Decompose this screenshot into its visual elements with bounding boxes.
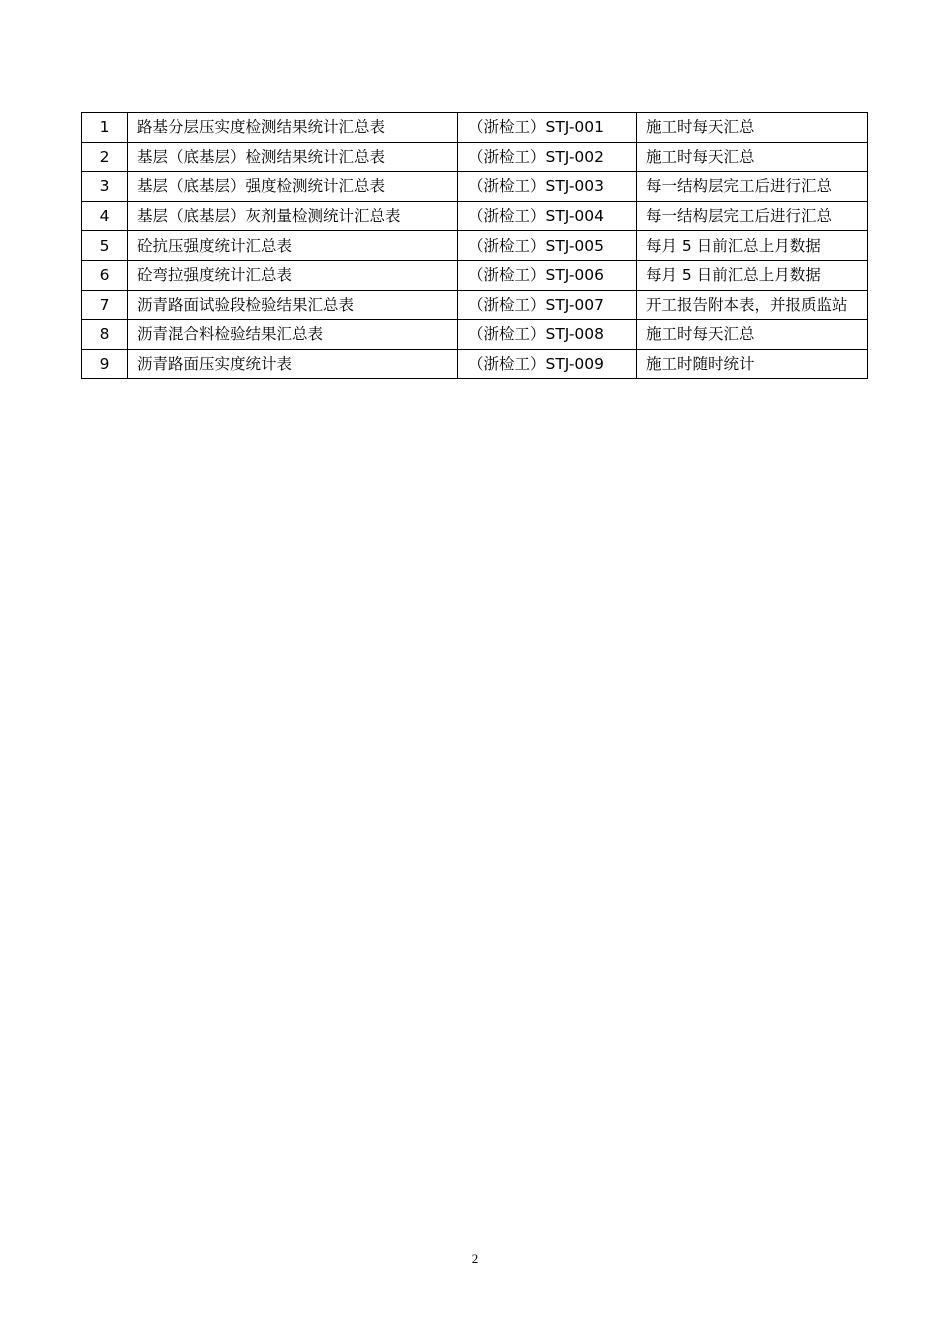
table-row xyxy=(82,349,868,379)
table-row xyxy=(82,320,868,350)
form-code-cell: （浙检工）STJ-009 xyxy=(458,349,637,379)
form-code-cell: （浙检工）STJ-004 xyxy=(458,201,637,231)
form-code-cell: （浙检工）STJ-008 xyxy=(458,320,637,350)
form-code-cell: （浙检工）STJ-002 xyxy=(458,142,637,172)
form-name-cell: 基层（底基层）强度检测统计汇总表 xyxy=(128,172,458,202)
submission-note-cell: 每一结构层完工后进行汇总 xyxy=(637,172,868,202)
form-code-cell: （浙检工）STJ-003 xyxy=(458,172,637,202)
form-name-cell: 基层（底基层）灰剂量检测统计汇总表 xyxy=(128,201,458,231)
form-code-cell: （浙检工）STJ-001 xyxy=(458,113,637,143)
form-name-cell: 沥青混合料检验结果汇总表 xyxy=(128,320,458,350)
submission-note-cell: 施工时每天汇总 xyxy=(637,142,868,172)
row-number-cell: 9 xyxy=(82,349,128,379)
submission-note-cell: 施工时每天汇总 xyxy=(637,320,868,350)
form-code-cell: （浙检工）STJ-006 xyxy=(458,260,637,290)
form-name-cell: 砼弯拉强度统计汇总表 xyxy=(128,260,458,290)
form-name-cell: 基层（底基层）检测结果统计汇总表 xyxy=(128,142,458,172)
form-name-cell: 沥青路面试验段检验结果汇总表 xyxy=(128,290,458,320)
table-body xyxy=(82,113,868,379)
table-row xyxy=(82,113,868,143)
table-row xyxy=(82,290,868,320)
row-number-cell: 8 xyxy=(82,320,128,350)
table-row xyxy=(82,142,868,172)
form-name-cell: 砼抗压强度统计汇总表 xyxy=(128,231,458,261)
table-row xyxy=(82,201,868,231)
form-list-table xyxy=(81,112,868,379)
submission-note-cell: 开工报告附本表，并报质监站 xyxy=(637,290,868,320)
row-number-cell: 5 xyxy=(82,231,128,261)
row-number-cell: 7 xyxy=(82,290,128,320)
submission-note-cell: 施工时随时统计 xyxy=(637,349,868,379)
page-number: 2 xyxy=(471,1251,479,1266)
row-number-cell: 6 xyxy=(82,260,128,290)
submission-note-cell: 施工时每天汇总 xyxy=(637,113,868,143)
submission-note-cell: 每月 5 日前汇总上月数据 xyxy=(637,231,868,261)
submission-note-cell: 每月 5 日前汇总上月数据 xyxy=(637,260,868,290)
row-number-cell: 2 xyxy=(82,142,128,172)
table-row xyxy=(82,231,868,261)
table-row xyxy=(82,260,868,290)
table-row xyxy=(82,172,868,202)
form-code-cell: （浙检工）STJ-005 xyxy=(458,231,637,261)
submission-note-cell: 每一结构层完工后进行汇总 xyxy=(637,201,868,231)
row-number-cell: 1 xyxy=(82,113,128,143)
form-name-cell: 沥青路面压实度统计表 xyxy=(128,349,458,379)
row-number-cell: 4 xyxy=(82,201,128,231)
form-code-cell: （浙检工）STJ-007 xyxy=(458,290,637,320)
form-name-cell: 路基分层压实度检测结果统计汇总表 xyxy=(128,113,458,143)
row-number-cell: 3 xyxy=(82,172,128,202)
